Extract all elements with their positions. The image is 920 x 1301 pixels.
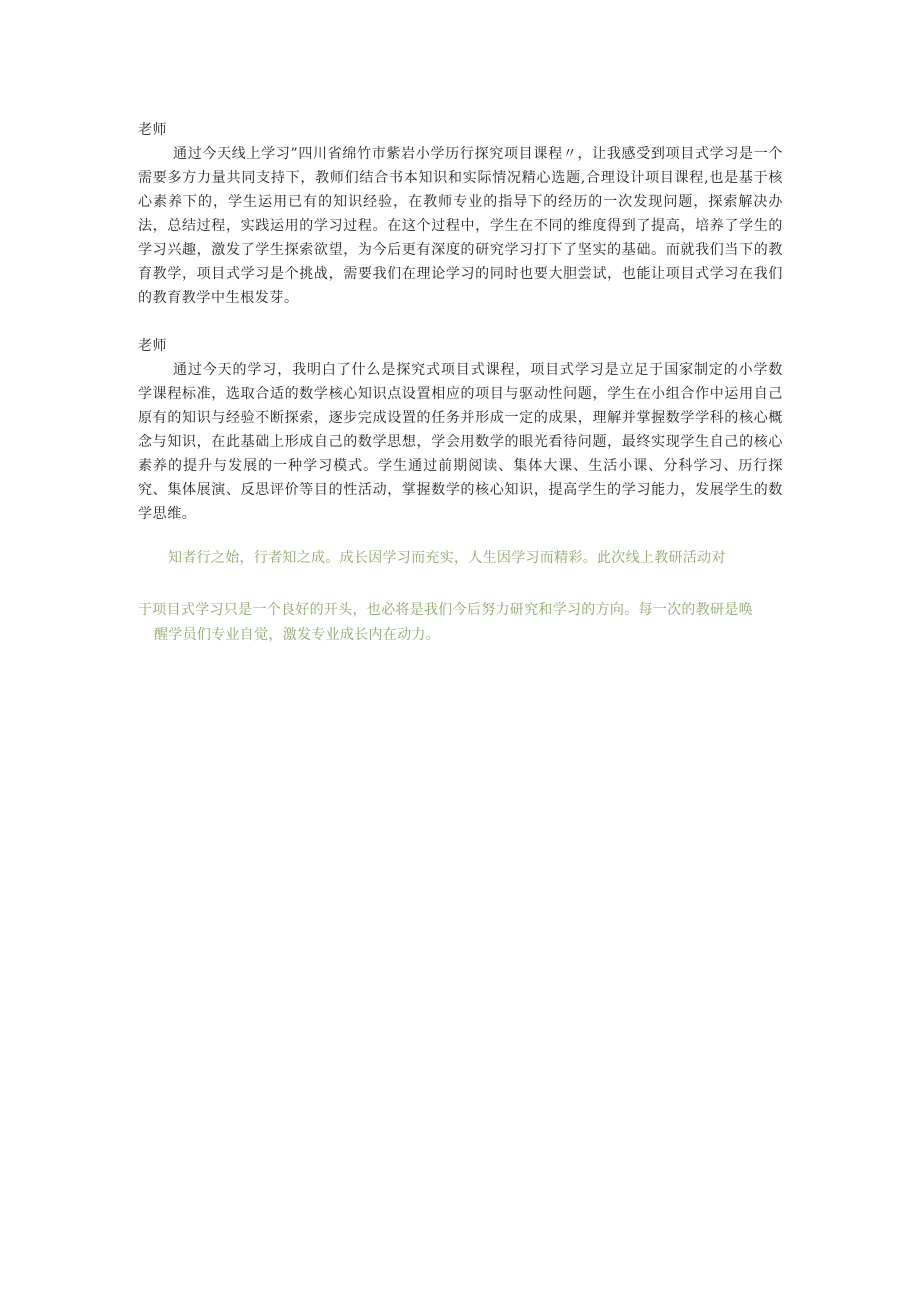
comment-body: 通过今天线上学习”四川省绵竹市紫岩小学历行探究项目课程〃，让我感受到项目式学习是一个需要多方力量共同支持下，教师们结合书本知识和实际情况精心选题,合理设计项目课程,也是基于核心素养下的，学生运用已有的知识经验，在教师专业的指导下的经历的一次发现问题，探索解决办法，总结过程，实践运用的学习过程。在这个过程中，学生在不同的维度得到了提高，培养了学生的学习兴趣，激发了学生探索欲望，为今后更有深度的研究学习打下了坚实的基础。而就我们当下的教育教学，项目式学习是个挑战，需要我们在理论学习的同时也要大胆尝试，也能让项目式学习在我们的教育教学中生根发芽。: [138, 146, 783, 306]
closing-line-1: 知者行之始，行者知之成。成长因学习而充实，人生因学习而精彩。此次线上教研活动对: [168, 550, 726, 566]
closing-line-3: 醒学员们专业自觉，激发专业成长内在动力。: [154, 627, 440, 643]
closing-line-2: 于项目式学习只是一个良好的开头，也必将是我们今后努力研究和学习的方向。每一次的教研是唤: [138, 602, 753, 618]
comment-section-1: [138, 118, 783, 310]
comment-author: 老师: [138, 338, 167, 354]
comment-section-2: [138, 334, 783, 526]
comment-author: 老师: [138, 122, 167, 138]
comment-body: 通过今天的学习，我明白了什么是探究式项目式课程，项目式学习是立足于国家制定的小学数学课程标准，选取合适的数学核心知识点设置相应的项目与驱动性问题，学生在小组合作中运用自己原有的知识与经验不断探索，逐步完成设置的任务并形成一定的成果，理解并掌握数学学科的核心概念与知识，在此基础上形成自己的数学思想，学会用数学的眼光看待问题，最终实现学生自己的核心素养的提升与发展的一种学习模式。学生通过前期阅读、集体大课、生活小课、分科学习、历行探究、集体展演、反思评价等目的性活动，掌握数学的核心知识，提高学生的学习能力，发展学生的数学思维。: [138, 362, 783, 522]
